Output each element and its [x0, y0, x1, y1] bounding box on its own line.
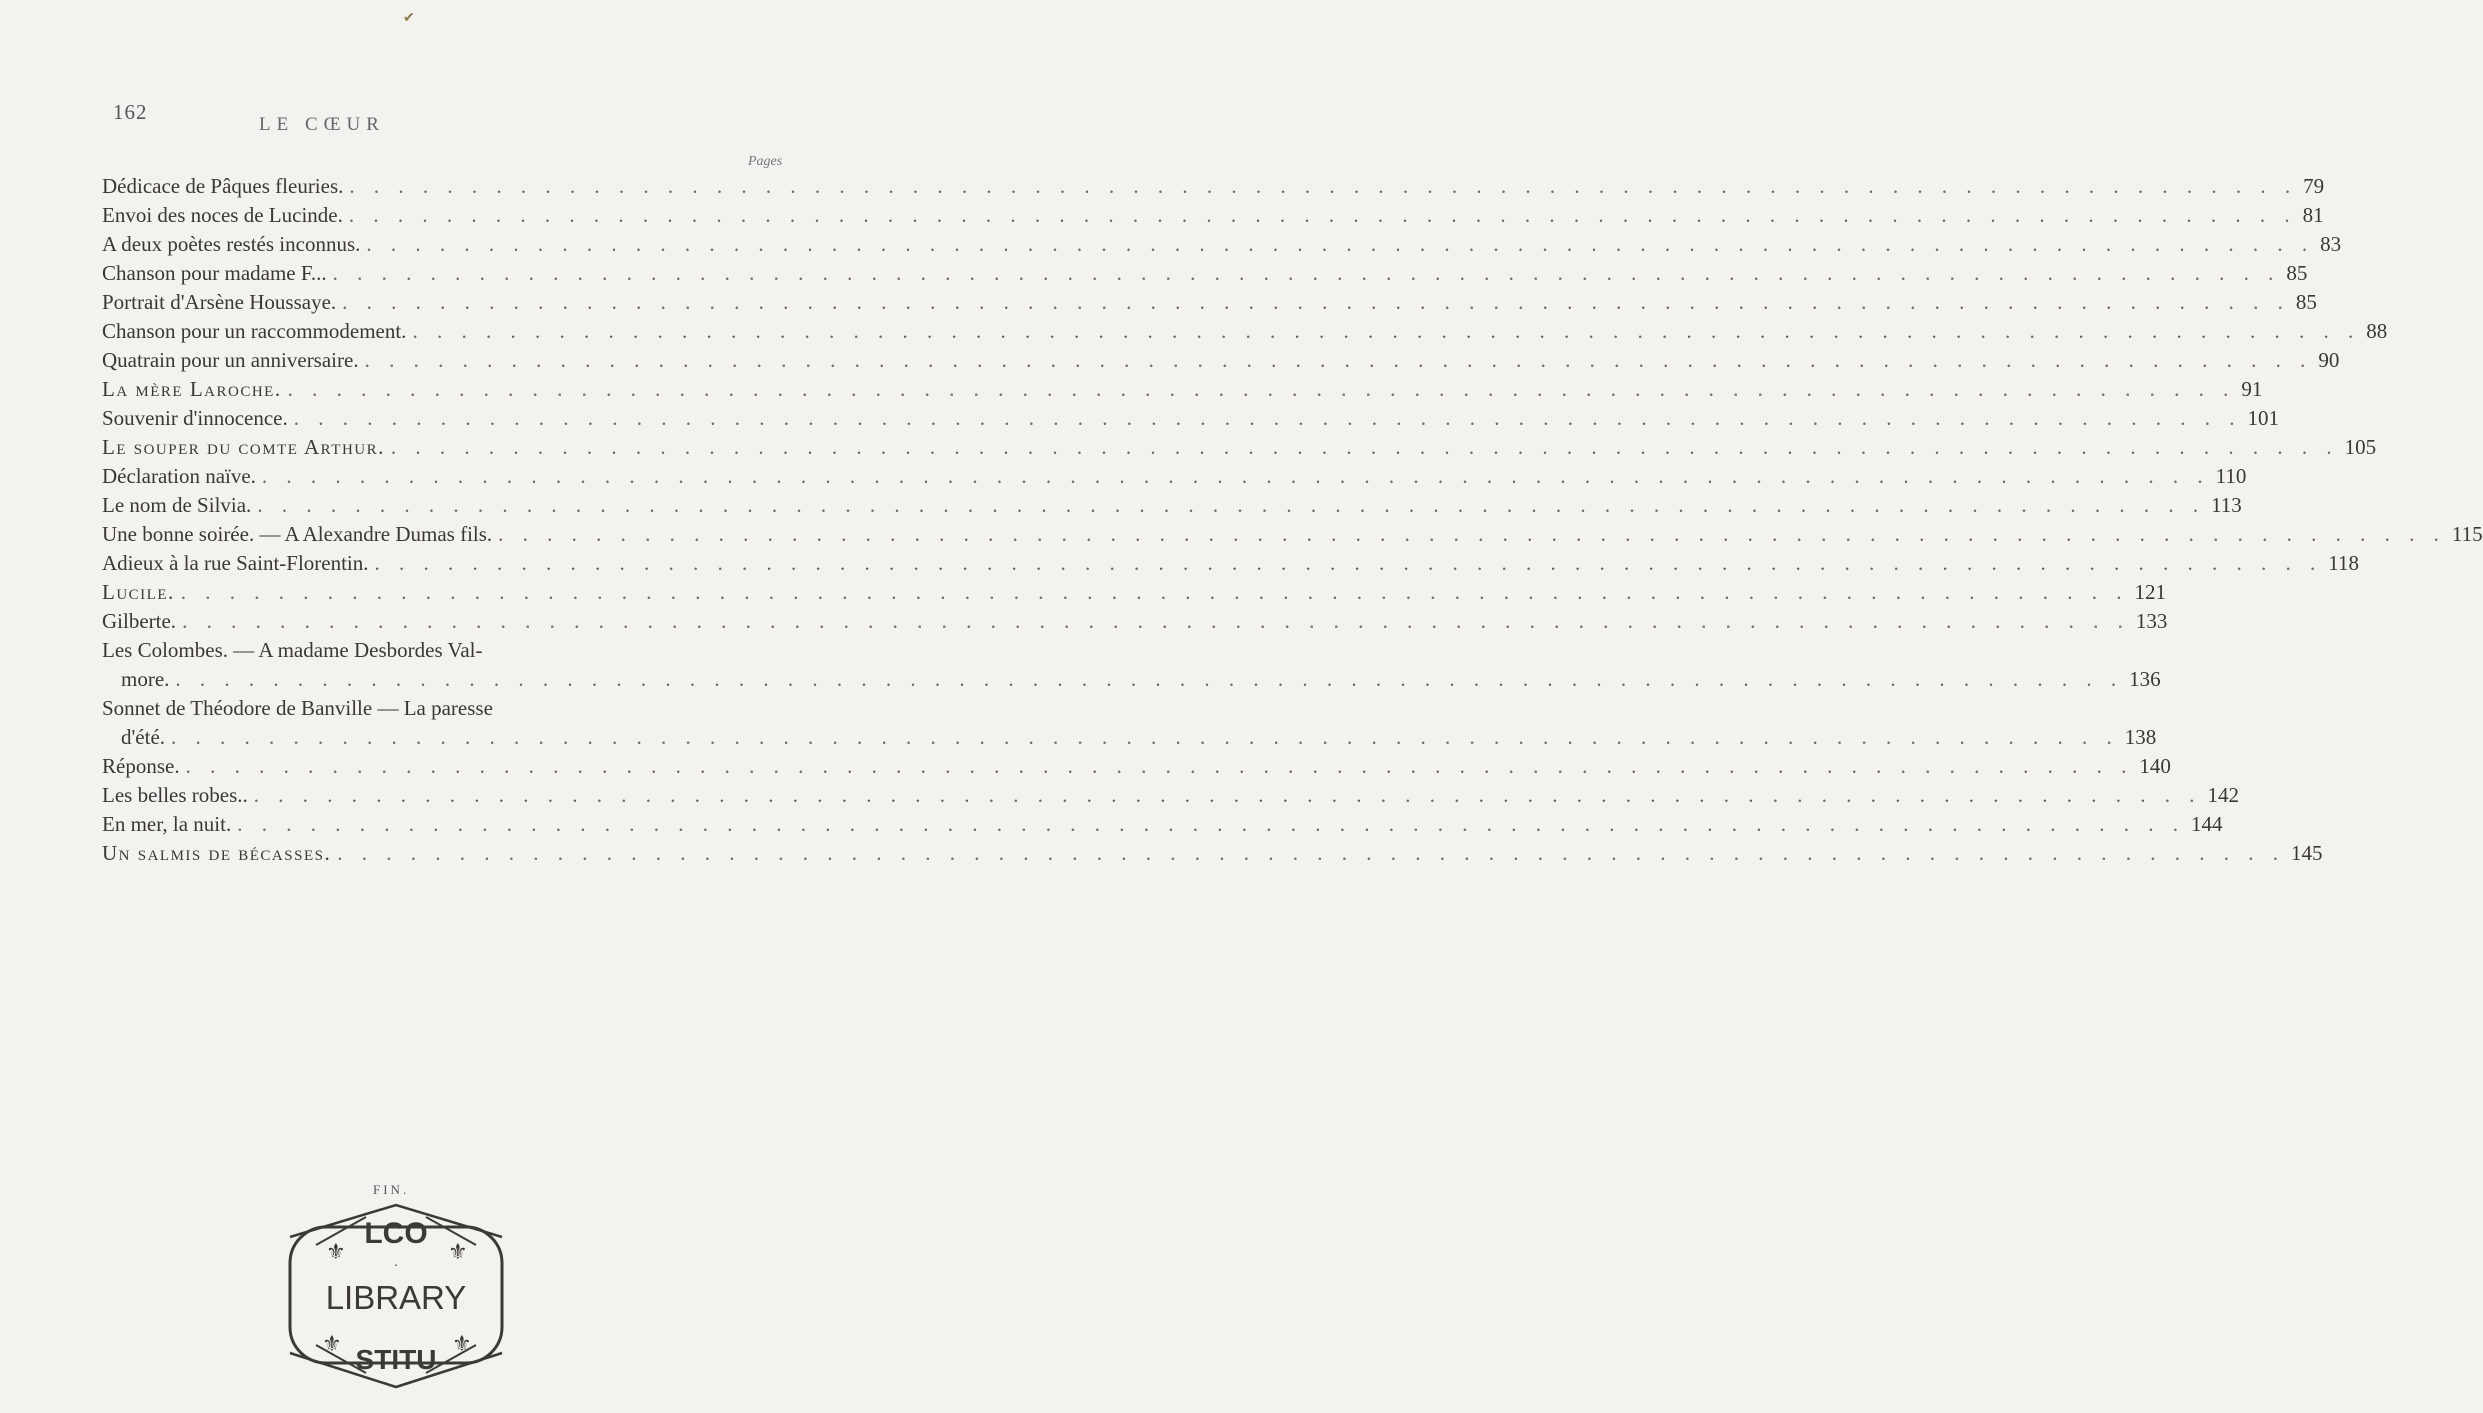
toc-entry-page: 91: [2241, 377, 2263, 401]
toc-entry-title: Déclaration naïve.: [102, 464, 256, 488]
toc-entry-title: Le nom de Silvia.: [102, 493, 252, 517]
dot-leader: . . . . . . . . . . . . . . . . . . . . . . . . . . . . . . . . . . . . . . . . . . . . . . . . . . . . . . . . . . . . . . . . . . . . . . . . . . . . . . . .: [257, 493, 2206, 517]
toc-entry-page: 142: [2207, 783, 2240, 807]
toc-entry-page: 140: [2139, 754, 2171, 778]
toc-entry-page: 81: [2302, 203, 2324, 227]
toc-entry-page: 115: [2451, 522, 2483, 546]
toc-entry-page: 85: [2295, 290, 2317, 314]
dot-leader: . . . . . . . . . . . . . . . . . . . . . . . . . . . . . . . . . . . . . . . . . . . . . . . . . . . . . . . . . . . . . . . . . . . . . . . . . . . . . . . .: [342, 290, 2290, 314]
toc-entry: [102, 491, 2242, 520]
toc-entry-title: Sonnet de Théodore de Banville — La paresse: [102, 696, 493, 720]
dot-leader: . . . . . . . . . . . . . . . . . . . . . . . . . . . . . . . . . . . . . . . . . . . . . . . . . . . . . . . . . . . . . . . . . . . . . . . . . . . . . . . .: [364, 348, 2313, 372]
toc-entry-page: 85: [2286, 261, 2308, 285]
stamp-center-text: LIBRARY: [325, 1279, 467, 1316]
toc-entry-title: Le souper du comte Arthur.: [102, 435, 385, 459]
toc-entry-page: 133: [2135, 609, 2168, 633]
toc-entry: [102, 230, 2342, 259]
toc-entry: [102, 549, 2360, 578]
toc-entry-title: Envoi des noces de Lucinde.: [102, 203, 343, 227]
dot-leader: . . . . . . . . . . . . . . . . . . . . . . . . . . . . . . . . . . . . . . . . . . . . . . . . . . . . . . . . . . . . . . . . . . . . . . . . . . . . . . . .: [180, 580, 2129, 604]
toc-entry: [102, 172, 2325, 201]
toc-entry-title: Les belles robes..: [102, 783, 248, 807]
stamp-dot: ·: [393, 1256, 399, 1272]
toc-entry: [102, 375, 2263, 404]
toc-entry-title: Réponse.: [102, 754, 180, 778]
toc-entry-title: Les Colombes. — A madame Desbordes Val-: [102, 638, 483, 662]
library-stamp-graphic: [256, 1197, 536, 1393]
running-head: LE CŒUR: [259, 114, 385, 135]
toc-entry-page: 79: [2303, 174, 2325, 198]
toc-entry: [102, 288, 2317, 317]
toc-entry-title: Chanson pour madame F...: [102, 261, 327, 285]
dot-leader: . . . . . . . . . . . . . . . . . . . . . . . . . . . . . . . . . . . . . . . . . . . . . . . . . . . . . . . . . . . . . . . . . . . . . . . . . . . . . . . .: [374, 551, 2323, 575]
toc-entry-continuation-line: [102, 665, 2161, 694]
stamp-ornament-bottom-left: ⚜: [322, 1331, 342, 1356]
ink-check-mark: ✔: [403, 11, 415, 26]
dot-leader: . . . . . . . . . . . . . . . . . . . . . . . . . . . . . . . . . . . . . . . . . . . . . . . . . . . . . . . . . . . . . . . . . . . . . . . . . . . . . . . .: [253, 783, 2202, 807]
stamp-ornament-right: ⚜: [448, 1239, 468, 1264]
toc-entry-title: A deux poètes restés inconnus.: [102, 232, 361, 256]
toc-entry: [102, 404, 2279, 433]
toc-entry-page: 90: [2318, 348, 2340, 372]
toc-entry-page: 88: [2366, 319, 2388, 343]
toc-entry-title: Portrait d'Arsène Houssaye.: [102, 290, 337, 314]
toc-entry: [102, 346, 2340, 375]
dot-leader: . . . . . . . . . . . . . . . . . . . . . . . . . . . . . . . . . . . . . . . . . . . . . . . . . . . . . . . . . . . . . . . . . . . . . . . . . . . . . . . .: [171, 725, 2119, 749]
toc-entry-page: 113: [2211, 493, 2242, 517]
toc-entry-title: Dédicace de Pâques fleuries.: [102, 174, 344, 198]
toc-entry-title: Gilberte.: [102, 609, 177, 633]
toc-entry-page: 145: [2290, 841, 2323, 865]
toc-entry: [102, 810, 2223, 839]
dot-leader: . . . . . . . . . . . . . . . . . . . . . . . . . . . . . . . . . . . . . . . . . . . . . . . . . . . . . . . . . . . . . . . . . . . . . . . . . . . . . . . .: [498, 522, 2446, 546]
toc-entry-page: 105: [2344, 435, 2377, 459]
toc-entry: [102, 578, 2166, 607]
stamp-top-text: LCO: [364, 1217, 428, 1250]
dot-leader: . . . . . . . . . . . . . . . . . . . . . . . . . . . . . . . . . . . . . . . . . . . . . . . . . . . . . . . . . . . . . . . . . . . . . . . . . . . . . . . .: [412, 319, 2361, 343]
stamp-bottom-text: STITU: [355, 1344, 437, 1375]
toc-entry-title: Souvenir d'innocence.: [102, 406, 288, 430]
toc-entry-continuation: d'été.: [121, 725, 166, 749]
toc-entry-page: 101: [2247, 406, 2279, 430]
dot-leader: . . . . . . . . . . . . . . . . . . . . . . . . . . . . . . . . . . . . . . . . . . . . . . . . . . . . . . . . . . . . . . . . . . . . . . . . . . . . . . . .: [390, 435, 2339, 459]
fin-label: FIN.: [373, 1182, 410, 1197]
dot-leader: . . . . . . . . . . . . . . . . . . . . . . . . . . . . . . . . . . . . . . . . . . . . . . . . . . . . . . . . . . . . . . . . . . . . . . . . . . . . . . . .: [185, 754, 2134, 778]
toc-entry-page: 118: [2328, 551, 2360, 575]
dot-leader: . . . . . . . . . . . . . . . . . . . . . . . . . . . . . . . . . . . . . . . . . . . . . . . . . . . . . . . . . . . . . . . . . . . . . . . . . . . . . . . .: [293, 406, 2242, 430]
dot-leader: . . . . . . . . . . . . . . . . . . . . . . . . . . . . . . . . . . . . . . . . . . . . . . . . . . . . . . . . . . . . . . . . . . . . . . . . . . . . . . . .: [237, 812, 2185, 836]
toc-entry-continuation-line: [102, 723, 2157, 752]
toc-entry: [102, 433, 2377, 462]
toc-entry-title: En mer, la nuit.: [102, 812, 232, 836]
dot-leader: . . . . . . . . . . . . . . . . . . . . . . . . . . . . . . . . . . . . . . . . . . . . . . . . . . . . . . . . . . . . . . . . . . . . . . . . . . . . . . . .: [349, 174, 2298, 198]
toc-entry: [102, 839, 2323, 868]
toc-entry-title: Chanson pour un raccommodement.: [102, 319, 407, 343]
toc-entry: [102, 694, 770, 723]
toc-entry: [102, 462, 2247, 491]
pages-column-label: Pages: [748, 154, 783, 169]
dot-leader: . . . . . . . . . . . . . . . . . . . . . . . . . . . . . . . . . . . . . . . . . . . . . . . . . . . . . . . . . . . . . . . . . . . . . . . . . . . . . . . .: [261, 464, 2210, 488]
toc-entry: [102, 781, 2240, 810]
toc-entry-page: 83: [2320, 232, 2342, 256]
dot-leader: . . . . . . . . . . . . . . . . . . . . . . . . . . . . . . . . . . . . . . . . . . . . . . . . . . . . . . . . . . . . . . . . . . . . . . . . . . . . . . . .: [182, 609, 2130, 633]
toc-entry-title: Une bonne soirée. — A Alexandre Dumas fils.: [102, 522, 493, 546]
toc-entry-title: Adieux à la rue Saint-Florentin.: [102, 551, 369, 575]
toc-entry: [102, 520, 2483, 549]
dot-leader: . . . . . . . . . . . . . . . . . . . . . . . . . . . . . . . . . . . . . . . . . . . . . . . . . . . . . . . . . . . . . . . . . . . . . . . . . . . . . . . .: [332, 261, 2281, 285]
toc-entry: [102, 259, 2308, 288]
dot-leader: . . . . . . . . . . . . . . . . . . . . . . . . . . . . . . . . . . . . . . . . . . . . . . . . . . . . . . . . . . . . . . . . . . . . . . . . . . . . . . . .: [337, 841, 2285, 865]
toc-entry-page: 121: [2134, 580, 2166, 604]
stamp-ornament-bottom-right: ⚜: [452, 1331, 472, 1356]
toc-entry: [102, 752, 2171, 781]
toc-entry: [102, 201, 2324, 230]
toc-entry: [102, 636, 770, 665]
dot-leader: . . . . . . . . . . . . . . . . . . . . . . . . . . . . . . . . . . . . . . . . . . . . . . . . . . . . . . . . . . . . . . . . . . . . . . . . . . . . . . . .: [287, 377, 2236, 401]
toc-entry-title: Lucile.: [102, 580, 175, 604]
dot-leader: . . . . . . . . . . . . . . . . . . . . . . . . . . . . . . . . . . . . . . . . . . . . . . . . . . . . . . . . . . . . . . . . . . . . . . . . . . . . . . . .: [348, 203, 2297, 227]
stamp-ornament-left: ⚜: [326, 1239, 346, 1264]
toc-entry-page: 138: [2124, 725, 2157, 749]
dot-leader: . . . . . . . . . . . . . . . . . . . . . . . . . . . . . . . . . . . . . . . . . . . . . . . . . . . . . . . . . . . . . . . . . . . . . . . . . . . . . . . .: [366, 232, 2315, 256]
toc-entry: [102, 317, 2388, 346]
page-number: 162: [113, 100, 148, 124]
toc-entry-title: Un salmis de bécasses.: [102, 841, 332, 865]
toc-entry-title: Quatrain pour un anniversaire.: [102, 348, 359, 372]
toc-entry-title: La mère Laroche.: [102, 377, 282, 401]
toc-entry-continuation: more.: [121, 667, 170, 691]
toc-entry-page: 110: [2215, 464, 2247, 488]
table-of-contents: [102, 172, 2483, 868]
toc-entry-page: 136: [2129, 667, 2161, 691]
library-stamp: [256, 1197, 536, 1393]
toc-entry-page: 144: [2190, 812, 2223, 836]
toc-entry: [102, 607, 2168, 636]
dot-leader: . . . . . . . . . . . . . . . . . . . . . . . . . . . . . . . . . . . . . . . . . . . . . . . . . . . . . . . . . . . . . . . . . . . . . . . . . . . . . . . .: [175, 667, 2124, 691]
